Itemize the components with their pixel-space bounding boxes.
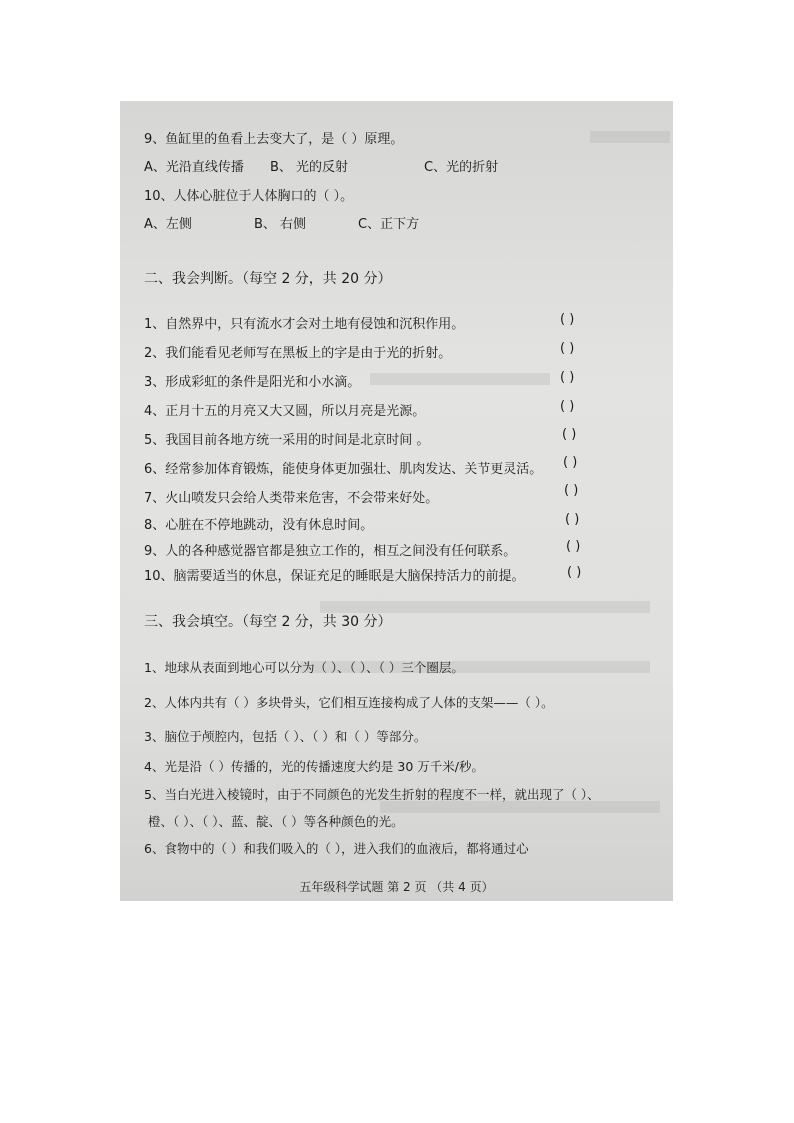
- judge-item-10: 10、脑需要适当的休息，保证充足的睡眠是大脑保持活力的前提。: [144, 569, 525, 584]
- judge-item-3: 3、形成彩虹的条件是阳光和小水滴。: [144, 375, 361, 390]
- section-score: （每空 2 分，共 30 分）: [242, 614, 392, 630]
- judge-item-7: 7、火山喷发只会给人类带来危害，不会带来好处。: [144, 491, 439, 506]
- mc-option: B、 光的反射: [270, 160, 349, 175]
- fill-item-4: 4、光是沿（ ）传播的，光的传播速度大约是 30 万千米/秒。: [144, 759, 484, 774]
- fill-item-6: 6、食物中的（ ）和我们吸入的（ ），进入我们的血液后，都将通过心: [144, 841, 529, 856]
- mc-question-9: 9、鱼缸里的鱼看上去变大了，是（ ）原理。: [144, 132, 404, 147]
- section-score: （每空 2 分，共 20 分）: [242, 271, 392, 287]
- judge-item-8: 8、心脏在不停地跳动，没有休息时间。: [144, 518, 374, 533]
- bleed-through-mark: [370, 373, 550, 385]
- judge-item-2: 2、我们能看见老师写在黑板上的字是由于光的折射。: [144, 346, 452, 361]
- answer-blank: ( ): [560, 399, 575, 414]
- answer-blank: ( ): [566, 539, 581, 554]
- answer-blank: ( ): [560, 370, 575, 385]
- page-footer: 五年级科学试题 第 2 页 （共 4 页）: [299, 880, 494, 894]
- section-title: 三、我会填空。: [144, 614, 242, 630]
- judge-item-5: 5、我国目前各地方统一采用的时间是北京时间 。: [144, 433, 430, 448]
- bleed-through-mark: [590, 131, 670, 143]
- answer-blank: ( ): [562, 427, 577, 442]
- section-fill-heading: [144, 614, 392, 630]
- answer-blank: ( ): [563, 455, 578, 470]
- fill-item-3: 3、脑位于颅腔内，包括（ ）、（ ）和（ ）等部分。: [144, 729, 427, 744]
- bleed-through-mark: [320, 601, 650, 613]
- answer-blank: ( ): [565, 512, 580, 527]
- fill-item-1: 1、地球从表面到地心可以分为（ ）、（ ）、（ ）三个圈层。: [144, 660, 464, 675]
- mc-option: B、 右侧: [254, 217, 307, 232]
- judge-item-1: 1、自然界中，只有流水才会对土地有侵蚀和沉积作用。: [144, 317, 465, 332]
- judge-item-6: 6、经常参加体育锻炼，能使身体更加强壮、肌肉发达、关节更灵活。: [144, 462, 543, 477]
- mc-option: C、光的折射: [424, 160, 499, 175]
- mc-option: A、光沿直线传播: [144, 160, 244, 175]
- mc-option: C、正下方: [358, 217, 420, 232]
- mc-option: A、左侧: [144, 217, 192, 232]
- section-title: 二、我会判断。: [144, 271, 242, 287]
- section-judge-heading: [144, 271, 392, 287]
- exam-page-scan: [120, 101, 673, 901]
- answer-blank: ( ): [560, 312, 575, 327]
- answer-blank: ( ): [567, 565, 582, 580]
- mc-options-9: [144, 160, 498, 176]
- fill-item-5-cont: 橙、（ ）、（ ）、蓝、靛、（ ）等各种颜色的光。: [148, 814, 404, 829]
- answer-blank: ( ): [560, 341, 575, 356]
- judge-item-9: 9、人的各种感觉器官都是独立工作的，相互之间没有任何联系。: [144, 544, 517, 559]
- fill-item-2: 2、人体内共有（ ）多块骨头，它们相互连接构成了人体的支架——（ ）。: [144, 695, 554, 710]
- judge-item-4: 4、正月十五的月亮又大又圆，所以月亮是光源。: [144, 404, 426, 419]
- mc-options-10: [144, 217, 419, 233]
- mc-question-10: 10、人体心脏位于人体胸口的（ ）。: [144, 189, 354, 204]
- answer-blank: ( ): [564, 483, 579, 498]
- fill-item-5: 5、当白光进入棱镜时，由于不同颜色的光发生折射的程度不一样，就出现了（ ）、: [144, 787, 600, 802]
